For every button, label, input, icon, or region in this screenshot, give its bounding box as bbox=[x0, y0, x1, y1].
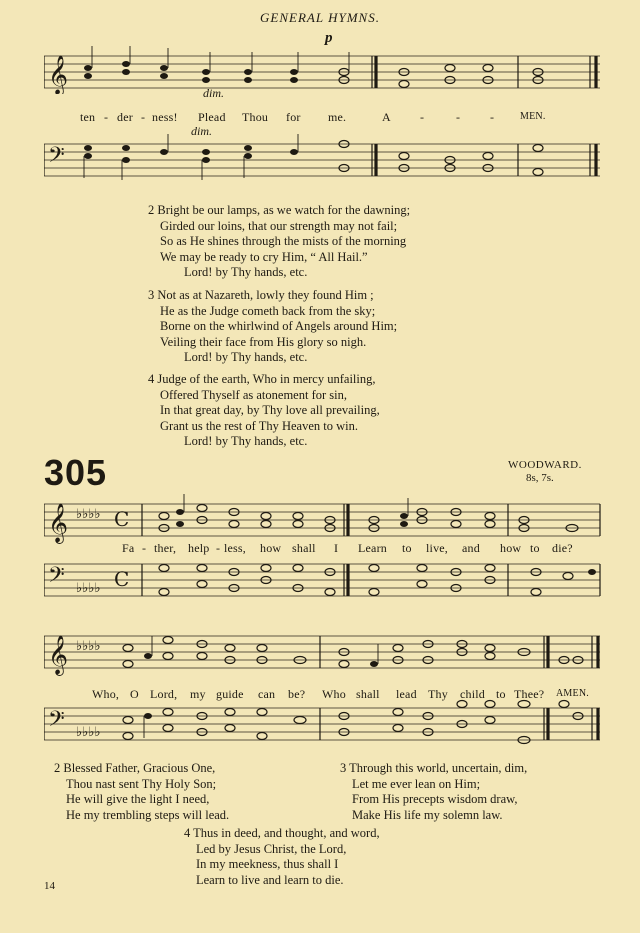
lyric-syllable: O bbox=[130, 687, 139, 701]
lyric-hyphen: - bbox=[141, 110, 146, 124]
lyric-syllable: and bbox=[462, 541, 480, 555]
lyric-syllable: Plead bbox=[198, 110, 226, 124]
notes bbox=[123, 701, 583, 744]
lyric-hyphen: - bbox=[104, 110, 109, 124]
lyric-hyphen: - bbox=[142, 541, 147, 555]
stanza-refrain: Lord! by Thy hands, etc. bbox=[184, 434, 308, 448]
lyric-syllable: less, bbox=[224, 541, 246, 555]
lyric-syllable: Who, bbox=[92, 687, 120, 701]
hymn305-sys1-treble-staff bbox=[44, 494, 610, 544]
treble-clef-icon: 𝄞 bbox=[48, 635, 69, 675]
bass-clef-icon: 𝄢 bbox=[48, 143, 65, 173]
stanza-line: 2 Bright be our lamps, as we watch for the dawning; bbox=[148, 203, 411, 217]
treble-clef-icon: 𝄞 bbox=[48, 55, 69, 94]
stanza-line: 4 Judge of the earth, Who in mercy unfailing, bbox=[148, 372, 376, 386]
lyric-syllable: guide bbox=[216, 687, 244, 701]
stanza-line: We may be ready to cry Him, “ All Hail.” bbox=[160, 249, 368, 264]
lyric-syllable: to bbox=[530, 541, 540, 555]
lyric-hyphen: - bbox=[490, 110, 495, 124]
lyric-hyphen: - bbox=[216, 541, 221, 555]
lyric-syllable: be? bbox=[288, 687, 306, 701]
lyric-syllable: shall bbox=[292, 541, 316, 555]
stanza-line: So as He shines through the mists of the morning bbox=[160, 234, 407, 248]
notes bbox=[159, 494, 578, 532]
hymn305-sys2-treble-staff bbox=[44, 624, 610, 680]
stanza-line: Led by Jesus Christ, the Lord, bbox=[196, 841, 347, 856]
notes bbox=[84, 134, 543, 180]
dim-bass: dim. bbox=[191, 124, 212, 138]
lyric-syllable: Thy bbox=[428, 687, 448, 701]
lyric-syllable: live, bbox=[426, 541, 448, 555]
top-bass-staff bbox=[44, 132, 610, 186]
dim-treble: dim. bbox=[203, 86, 224, 100]
stanza-line: Girded our loins, that our strength may not fail; bbox=[160, 218, 398, 233]
top-treble-staff bbox=[44, 44, 610, 94]
stanza-line: Make His life my solemn law. bbox=[352, 807, 503, 822]
bass-clef-icon: 𝄢 bbox=[48, 707, 65, 737]
key-signature: ♭♭♭♭ bbox=[76, 507, 101, 522]
lyric-amen: AMEN. bbox=[556, 688, 589, 699]
stanza-line: Thou nast sent Thy Holy Son; bbox=[66, 776, 217, 791]
hymn305-sys2-bass-staff bbox=[44, 698, 610, 750]
stanza-line: Learn to live and learn to die. bbox=[196, 872, 344, 887]
stanza-3 bbox=[148, 288, 397, 366]
lyric-syllable: Lord, bbox=[150, 687, 178, 701]
stanza-line: 4 Thus in deed, and thought, and word, bbox=[184, 826, 380, 840]
lyric-syllable: Learn bbox=[358, 541, 387, 555]
stanza-refrain: Lord! by Thy hands, etc. bbox=[184, 350, 308, 364]
running-head: GENERAL HYMNS. bbox=[260, 10, 380, 25]
lyric-hyphen: - bbox=[420, 110, 425, 124]
lyric-syllable: to bbox=[496, 687, 506, 701]
stanza-line: 2 Blessed Father, Gracious One, bbox=[54, 761, 216, 775]
stanza-line: He my trembling steps will lead. bbox=[66, 807, 230, 822]
lyric-syllable: for bbox=[286, 110, 301, 124]
meter: 8s, 7s. bbox=[526, 472, 554, 484]
treble-clef-icon: 𝄞 bbox=[48, 503, 69, 543]
hymn-number: 305 bbox=[44, 452, 108, 493]
stanza-line: He will give the light I need, bbox=[66, 792, 210, 806]
stanza-line: Borne on the whirlwind of Angels around Him; bbox=[160, 319, 398, 333]
stanza-line: Let me ever lean on Him; bbox=[352, 776, 481, 791]
stanza-line: Veiling their face from His glory so nigh. bbox=[160, 334, 367, 349]
stanza-refrain: Lord! by Thy hands, etc. bbox=[184, 265, 308, 279]
page-number: 14 bbox=[44, 880, 55, 892]
lyric-syllable: me. bbox=[328, 110, 347, 124]
hymn305-sys1-bass-staff bbox=[44, 556, 610, 604]
stanza-4 bbox=[148, 372, 380, 450]
key-signature: ♭♭♭♭ bbox=[76, 581, 101, 596]
lyric-syllable: ther, bbox=[154, 541, 177, 555]
lyric-syllable: der bbox=[117, 110, 133, 124]
stanza-2 bbox=[148, 203, 410, 281]
lyric-syllable: lead bbox=[396, 687, 417, 701]
lyric-syllable: ness! bbox=[152, 110, 178, 124]
lyric-syllable: how bbox=[500, 541, 522, 555]
stanza-line: 3 Through this world, uncertain, dim, bbox=[340, 761, 528, 775]
lyric-syllable: help bbox=[188, 541, 210, 555]
stanza-line: Grant us the rest of Thy Heaven to win. bbox=[160, 418, 358, 433]
hymn305-stanza-2 bbox=[54, 761, 229, 823]
stanza-line: In that great day, by Thy love all prevailing, bbox=[160, 403, 380, 417]
key-signature: ♭♭♭♭ bbox=[76, 725, 101, 740]
lyric-syllable: child bbox=[460, 687, 485, 701]
lyric-syllable: Thou bbox=[242, 110, 269, 124]
lyric-syllable: A bbox=[382, 110, 391, 124]
lyric-syllable: Who bbox=[322, 687, 346, 701]
lyric-syllable: Thee? bbox=[514, 687, 545, 701]
hymn305-stanza-4 bbox=[184, 826, 380, 888]
lyric-syllable: ten bbox=[80, 110, 96, 124]
dynamic-mark-treble: p bbox=[325, 30, 333, 46]
time-signature: C bbox=[114, 567, 130, 591]
top-lyrics bbox=[80, 110, 580, 126]
tune-name: WOODWARD. bbox=[508, 459, 582, 471]
lyric-syllable: shall bbox=[356, 687, 380, 701]
time-signature: C bbox=[114, 507, 130, 531]
lyric-amen: MEN. bbox=[520, 111, 546, 122]
stanza-line: He as the Judge cometh back from the sky; bbox=[160, 303, 376, 318]
lyric-syllable: can bbox=[258, 687, 276, 701]
hymn305-sys1-lyrics bbox=[122, 541, 602, 557]
lyric-syllable: Fa bbox=[122, 541, 135, 555]
lyric-syllable: how bbox=[260, 541, 282, 555]
lyric-syllable: my bbox=[190, 687, 206, 701]
hymn305-stanza-3 bbox=[340, 761, 527, 823]
bass-clef-icon: 𝄢 bbox=[48, 563, 65, 593]
stanza-line: From His precepts wisdom draw, bbox=[352, 792, 518, 806]
notes bbox=[84, 46, 543, 88]
lyric-hyphen: - bbox=[456, 110, 461, 124]
stanza-line: In my meekness, thus shall I bbox=[196, 857, 339, 871]
lyric-syllable: die? bbox=[552, 541, 573, 555]
stanza-line: Offered Thyself as atonement for sin, bbox=[160, 387, 347, 402]
lyric-syllable: to bbox=[402, 541, 412, 555]
lyric-syllable: I bbox=[334, 541, 339, 555]
stanza-line: 3 Not as at Nazareth, lowly they found Him ; bbox=[148, 288, 374, 302]
key-signature: ♭♭♭♭ bbox=[76, 639, 101, 654]
